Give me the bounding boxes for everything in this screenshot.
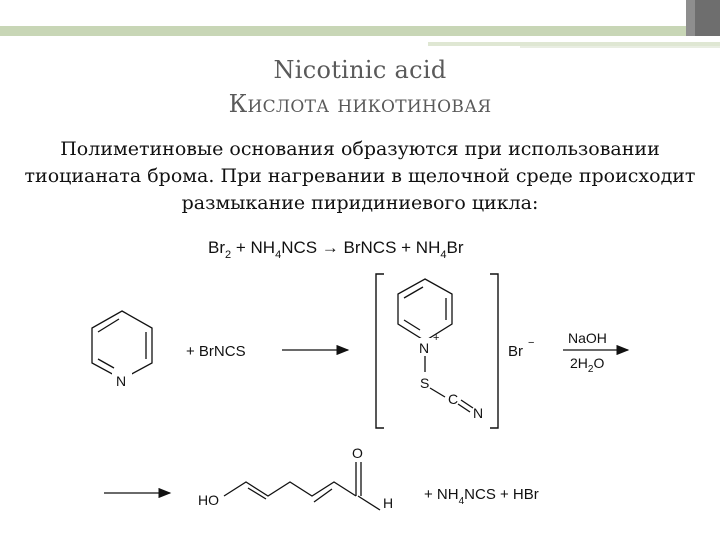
brncs-reagent: + BrNCS (186, 343, 246, 360)
hydroxyl-group: HO (198, 492, 219, 508)
pyridine-ring (92, 311, 152, 376)
positive-charge: + (433, 332, 440, 344)
page-title-english: Nicotinic acid (273, 56, 447, 84)
glutaconaldehyde-chain (224, 462, 380, 510)
aldehyde-hydrogen: H (383, 495, 394, 511)
description-line-3: размыкание пиридиниевого цикла: (181, 192, 539, 214)
header-band (0, 26, 720, 36)
description-paragraph (12, 136, 708, 217)
reaction-scheme (0, 230, 720, 540)
description-line-1: Полиметиновые основания образуются при использовании (60, 138, 660, 160)
carbon-atom: C (448, 391, 459, 407)
pyridinium-ring (398, 279, 473, 412)
description-line-2: тиоцианата брома. При нагревании в щелочной среде происходит (24, 165, 696, 187)
reagent-equation: $Br_2 + NH_4NCS$ → BrNCS + $NH_4Br$ (208, 238, 464, 261)
condition-naoh: NaOH (568, 330, 607, 346)
condition-water: $2H_2O$ (570, 355, 605, 375)
decorative-rule-thin (520, 46, 720, 48)
bromide-charge: − (528, 337, 535, 349)
page-title-russian: Кислота никотиновая (228, 90, 492, 118)
nitrile-nitrogen: N (473, 405, 484, 421)
pyridinium-nitrogen: N (419, 340, 430, 356)
carbonyl-oxygen: O (352, 445, 363, 461)
sulfur-atom: S (420, 375, 430, 391)
bromide-counterion: Br (508, 343, 523, 360)
header-band-accent-dark (695, 0, 720, 36)
byproducts: + $NH_4NCS$ + HBr (424, 486, 539, 507)
pyridine-nitrogen: N (116, 373, 127, 389)
